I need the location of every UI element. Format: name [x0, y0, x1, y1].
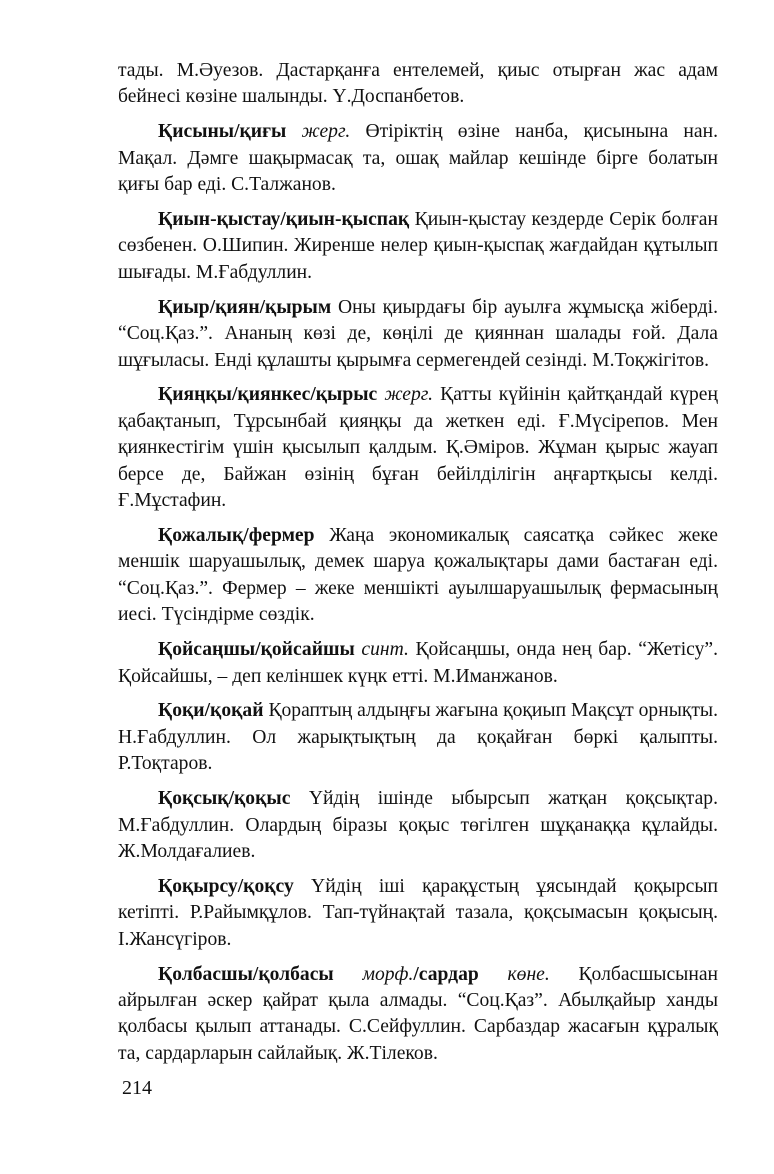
dictionary-page [118, 58, 718, 1076]
entry-text: тады. М.Әуезов. Дастарқанға ентелемей, қиыс отырған жас адам бейнесі көзіне шалынды. Ү.Доспанбетов. [118, 60, 718, 108]
entry-headword-secondary: /сардар [413, 963, 479, 985]
entry-label-secondary: көне. [507, 963, 550, 985]
dictionary-entry [118, 874, 718, 953]
entry-headword: Қияңқы/қиянкес/қырыс [158, 384, 378, 406]
dictionary-entry [118, 637, 718, 690]
dictionary-entry [118, 523, 718, 629]
entry-headword: Қоқырсу/қоқсу [158, 875, 294, 897]
entry-text: Үйдің іші қарақұстың ұясындай қоқырсып кетіпті. Р.Райымқұлов. Тап-түйнақтай тазала, қоқсымасын қоқысың. І.Жансүгіров. [118, 875, 718, 950]
entry-text: Үйдің ішінде ыбырсып жатқан қоқсықтар. М.Ғабдуллин. Олардың біразы қоқыс төгілген шұқанаққа құлайды. Ж.Молдағалиев. [118, 788, 718, 862]
dictionary-entry [118, 962, 718, 1068]
entry-headword: Қоқсық/қоқыс [158, 788, 291, 810]
entry-headword: Қоқи/қоқай [158, 700, 264, 722]
entry-label: жерг. [301, 121, 351, 143]
entry-text: Қолбасшысынан айрылған әскер қайрат қыла алмады. “Соц.Қаз”. Абылқайыр ханды қолбасы қылып аттанады. С.Сейфуллин. Сарбаздар жасағын құралық та, сардарларын сайлайық. Ж.Тілеков. [118, 963, 718, 1064]
entry-text: Жаңа экономикалық саясатқа сәйкес жеке меншік шаруашылық, демек шаруа қожалықтары дами бастаған еді. “Соц.Қаз.”. Фермер – жеке меншікті ауылшаруашылық фермасының иесі. Түсіндірме сөздік. [118, 525, 718, 626]
dictionary-entry [118, 382, 718, 514]
entry-headword: Қиыр/қиян/қырым [158, 296, 332, 318]
entry-label: морф. [362, 963, 414, 985]
dictionary-entry [118, 786, 718, 865]
entry-text: Өтіріктің өзіне нанба, қисынына нан. Мақал. Дәмге шақырмасақ та, ошақ майлар кешінде бірге болатын қиғы бар еді. С.Талжанов. [118, 121, 718, 196]
entry-headword: Қиын-қыстау/қиын-қыспақ [158, 209, 410, 231]
entry-text: Қораптың алдыңғы жағына қоқиып Мақсұт орнықты. Н.Ғабдуллин. Ол жарықтықтың да қоқайған бөркі қалыпты. Р.Тоқтаров. [118, 700, 718, 775]
entry-label: синт. [361, 639, 409, 661]
entry-headword: Қолбасшы/қолбасы [158, 963, 334, 985]
dictionary-entry-continuation [118, 58, 718, 111]
entry-headword: Қойсаңшы/қойсайшы [158, 639, 355, 661]
dictionary-entry [118, 119, 718, 198]
entry-headword: Қисыны/қиғы [158, 121, 287, 143]
dictionary-entry [118, 295, 718, 374]
entry-text: Қойсаңшы, онда нең бар. “Жетісу”. Қойсайшы, – деп келіншек күңк етті. М.Иманжанов. [118, 639, 718, 687]
entry-headword: Қожалық/фермер [158, 525, 315, 546]
entry-text: Оны қиырдағы бір ауылға жұмысқа жіберді. “Соц.Қаз.”. Ананың көзі де, көңілі де қияннан шалады ғой. Дала шұғыласы. Енді құлашты қырымға сермегендей сезінді. М.Тоқжігітов. [118, 296, 718, 371]
dictionary-entry [118, 698, 718, 777]
entry-text: Қатты күйінін қайтқандай күрең қабақтанып, Тұрсынбай қияңқы да жеткен еді. Ғ.Мүсірепов. Мен қиянкестігім үшін қысылып қалдым. Қ.Әміров. Жұман қырыс жауап берсе де, Байжан өзінің бұған бейілділігін аңғартқысы келді. Ғ.Мұстафин. [118, 384, 718, 512]
page-number: 214 [122, 1077, 152, 1099]
dictionary-entry [118, 207, 718, 286]
entry-label: жерг. [384, 384, 434, 406]
entry-text: Қиын-қыстау кездерде Серік болған сөзбенен. О.Шипин. Жиренше нелер қиын-қыспақ жағдайдан құтылып шығады. М.Ғабдуллин. [118, 209, 718, 283]
